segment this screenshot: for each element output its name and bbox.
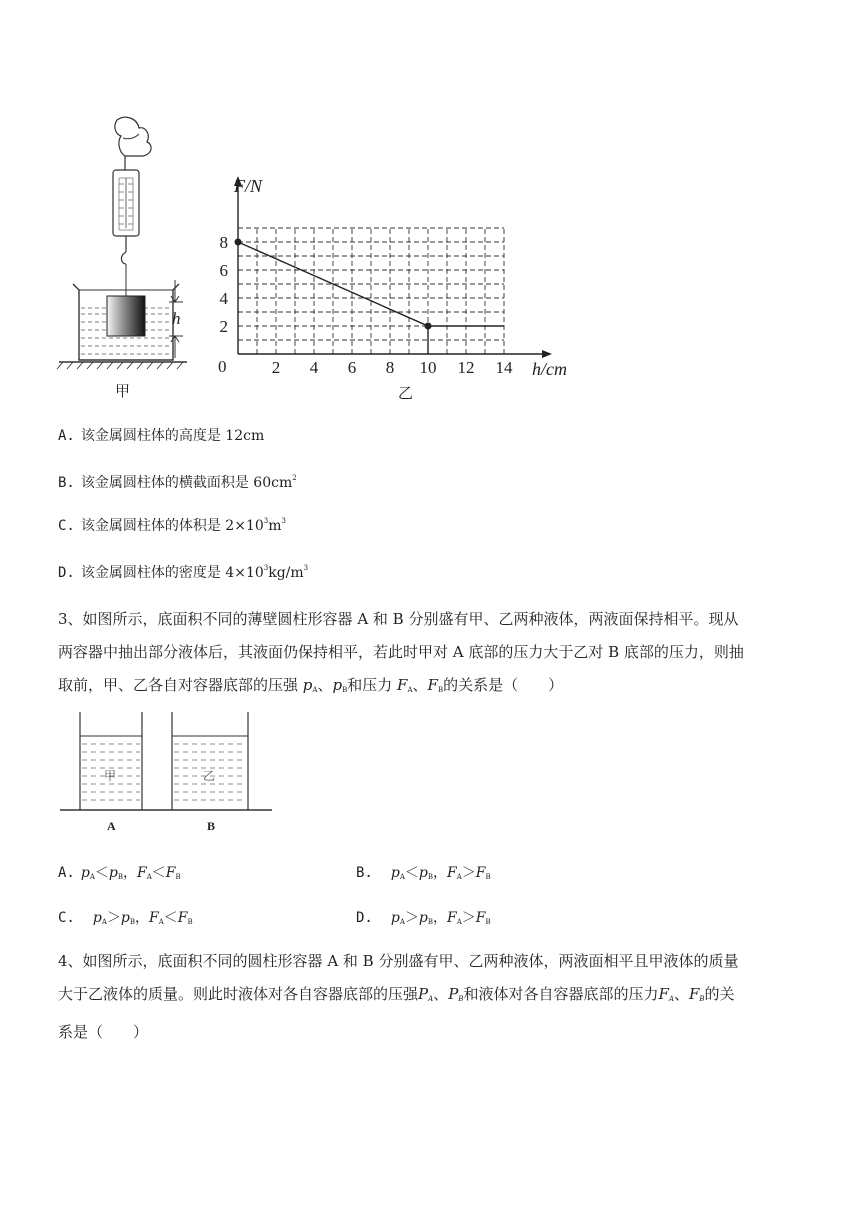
y-tick-label: 6 xyxy=(219,261,228,280)
data-point xyxy=(425,323,432,330)
q4-line-2-middle: 和液体对各自容器底部的压力 xyxy=(463,985,659,1003)
option-superscript: 3 xyxy=(263,517,269,525)
option-letter: A. xyxy=(58,428,75,444)
x-tick-label: 4 xyxy=(309,358,319,377)
q2-option-b xyxy=(58,472,297,492)
option-letter: D. xyxy=(356,910,373,926)
container-a xyxy=(80,712,142,810)
option-superscript: 3 xyxy=(281,517,286,525)
chart-xlabel: h/cm xyxy=(532,359,567,379)
spring-scale-figure xyxy=(55,112,205,402)
q3-option-a: A. $p_A<p_B$，$F_A<F_B$ xyxy=(58,865,181,881)
option-letter: C. xyxy=(58,518,75,534)
option-superscript: 3 xyxy=(263,564,269,572)
q4-line-2-end: 的关 xyxy=(704,985,735,1003)
q4-line-2: 大于乙液体的质量。则此时液体对各自容器底部的压强$P_A$、$P_B$和液体对各自容器底部的压力$F_A$、$F_B$的关 xyxy=(58,985,735,1003)
q3-line-2: 两容器中抽出部分液体后，其液面仍保持相平，若此时甲对 A 底部的压力大于乙对 B 底部的压力，则抽 xyxy=(58,643,744,661)
option-letter: B. xyxy=(356,865,373,881)
y-tick-label: 2 xyxy=(219,317,228,336)
force-depth-chart xyxy=(210,170,580,405)
x-tick-label: 2 xyxy=(271,358,281,377)
option-text: 该金属圆柱体的密度是 4×10 xyxy=(80,565,264,581)
q3-line-1: 3、如图所示，底面积不同的薄壁圆柱形容器 A 和 B 分别盛有甲、乙两种液体，两液面保持相平。现从 xyxy=(58,610,739,628)
option-text: 该金属圆柱体的高度是 12cm xyxy=(80,428,265,444)
container-label-a: A xyxy=(107,819,116,833)
x-tick-label: 14 xyxy=(495,358,513,377)
q3-line-3: 取前，甲、乙各自对容器底部的压强 $p_A$、$p_B$和压力 $F_A$、$F_B$的关系是（ ） xyxy=(58,676,564,694)
x-axis-arrow xyxy=(542,350,552,358)
option-text: 该金属圆柱体的横截面积是 60cm xyxy=(80,475,293,491)
question-3-text xyxy=(58,603,803,707)
option-letter: C. xyxy=(58,910,75,926)
option-superscript: 3 xyxy=(303,564,309,572)
container-b xyxy=(172,712,248,810)
option-superscript: 2 xyxy=(292,474,297,482)
hand-icon xyxy=(115,117,151,156)
q2-option-d xyxy=(58,562,308,582)
figure-caption-jia: 甲 xyxy=(115,384,131,400)
x-tick-label: 12 xyxy=(457,358,475,377)
option-letter: D. xyxy=(58,565,75,581)
q2-option-a xyxy=(58,425,264,445)
x-tick-label: 8 xyxy=(385,358,395,377)
container-label-b: B xyxy=(207,819,216,833)
question-4-text xyxy=(58,945,803,1049)
figure-caption-yi: 乙 xyxy=(398,386,414,402)
q3-line-3-end: 的关系是（ ） xyxy=(443,676,564,694)
option-letter: B. xyxy=(58,475,75,491)
option-text: 该金属圆柱体的体积是 2×10 xyxy=(80,518,264,534)
metal-cylinder xyxy=(107,296,145,336)
option-letter: A. xyxy=(58,865,75,881)
liquid-label-yi: 乙 xyxy=(203,769,216,783)
q4-line-1: 4、如图所示，底面积不同的圆柱形容器 A 和 B 分别盛有甲、乙两种液体，两液面相平且甲液体的质量 xyxy=(58,952,739,970)
data-point xyxy=(235,239,242,246)
h-label: h xyxy=(172,309,181,328)
chart-origin-label: 0 xyxy=(218,357,227,376)
option-unit: kg/m xyxy=(268,565,304,581)
q4-line-2-start: 大于乙液体的质量。则此时液体对各自容器底部的压强 xyxy=(58,985,419,1003)
q3-option-d: D. $p_A>p_B$，$F_A>F_B$ xyxy=(356,910,491,926)
x-tick-label: 6 xyxy=(347,358,357,377)
q3-option-c: C. $p_A>p_B$，$F_A<F_B$ xyxy=(58,910,193,926)
chart-ylabel: F/N xyxy=(234,176,263,196)
liquid-label-jia: 甲 xyxy=(104,769,117,783)
y-tick-label: 4 xyxy=(219,289,228,308)
x-tick-label: 10 xyxy=(419,358,437,377)
option-unit: m xyxy=(268,518,282,534)
y-tick-label: 8 xyxy=(219,233,228,252)
q2-option-c xyxy=(58,515,286,535)
q4-line-3: 系是（ ） xyxy=(58,1023,149,1041)
containers-figure xyxy=(60,708,275,838)
q3-line-3-start: 取前，甲、乙各自对容器底部的压强 xyxy=(58,676,299,694)
q3-option-b: B. $p_A<p_B$，$F_A>F_B$ xyxy=(356,865,491,881)
